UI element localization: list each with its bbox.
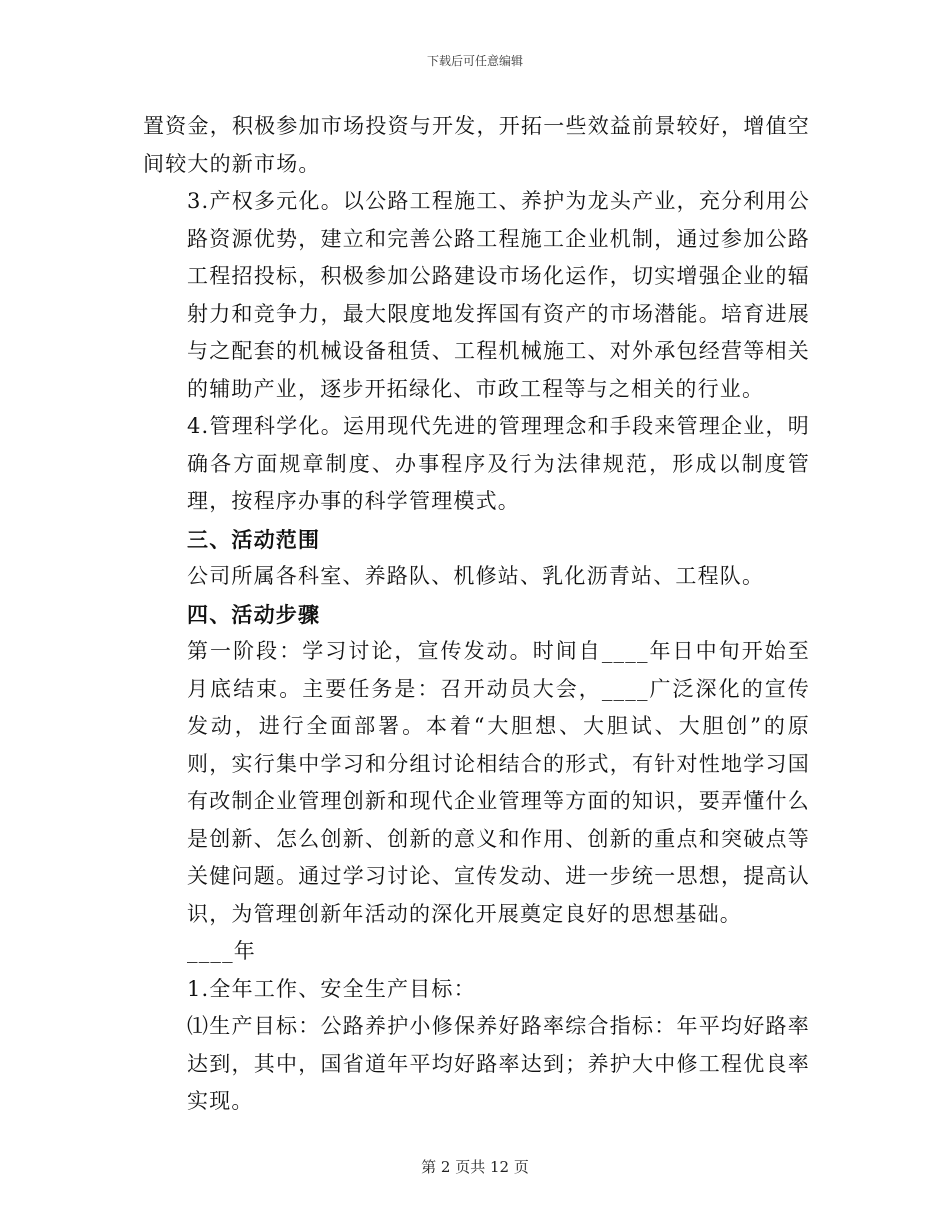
section-heading-scope: 三、活动范围 [187, 526, 321, 552]
document-body [143, 108, 810, 1121]
paragraph-management-science: 4.管理科学化。运用现代先进的管理理念和手段来管理企业，明确各方面规章制度、办事程序及行为法律规范，形成以制度管理，按程序办事的科学管理模式。 [187, 414, 810, 513]
paragraph-annual-goals: 1.全年工作、安全生产目标： [187, 976, 476, 1001]
paragraph-stage-one: 第一阶段：学习讨论，宣传发动。时间自____年日中旬开始至月底结束。主要任务是：召开动员大会，____广泛深化的宣传发动，进行全面部署。本着“大胆想、大胆试、大胆创”的原则，实行集中学习和分组讨论相结合的形式，有针对性地学习国有改制企业管理创新和现代企业管理等方面的知识，要弄懂什么是创新、怎么创新、创新的意义和作用、创新的重点和突破点等关健问题。通过学习讨论、宣传发动、进一步统一思想，提高认识，为管理创新年活动的深化开展奠定良好的思想基础。 [187, 639, 810, 926]
section-heading-steps: 四、活动步骤 [187, 601, 321, 627]
page-footer: 第 2 页共 12 页 [421, 1158, 529, 1176]
paragraph-property-rights: 3.产权多元化。以公路工程施工、养护为龙头产业，充分利用公路资源优势，建立和完善公路工程施工企业机制，通过参加公路工程招投标，积极参加公路建设市场化运作，切实增强企业的辐射力和竞争力，最大限度地发挥国有资产的市场潜能。培育进展与之配套的机械设备租赁、工程机械施工、对外承包经营等相关的辅助产业，逐步开拓绿化、市政工程等与之相关的行业。 [187, 189, 810, 401]
paragraph-scope: 公司所属各科室、养路队、机修站、乳化沥青站、工程队。 [187, 564, 765, 588]
paragraph-year: ____年 [187, 939, 256, 963]
paragraph-production-target: ⑴生产目标：公路养护小修保养好路率综合指标：年平均好路率达到，其中，国省道年平均好路率达到；养护大中修工程优良率实现。 [187, 1014, 810, 1113]
paragraph-continuation: 置资金，积极参加市场投资与开发，开拓一些效益前景较好，增值空间较大的新市场。 [143, 114, 810, 176]
page-header: 下载后可任意编辑 [426, 54, 523, 68]
